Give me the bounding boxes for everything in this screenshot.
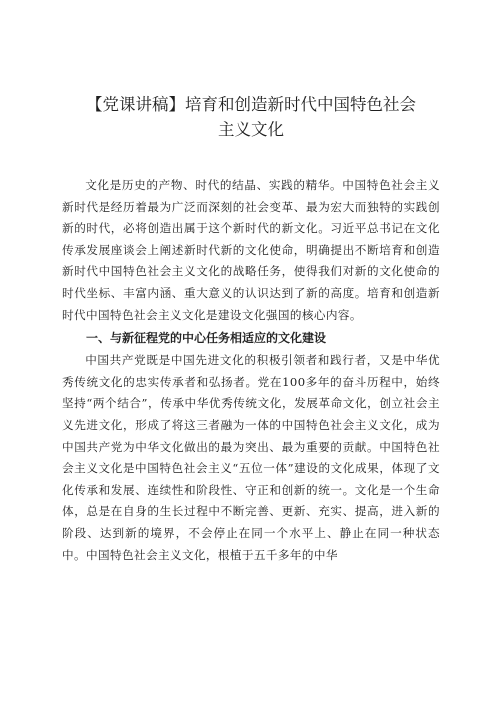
document-body [62, 175, 440, 566]
paragraph-intro: 文化是历史的产物、时代的结晶、实践的精华。中国特色社会主义新时代是经历着最为广泛而深刻的社会变革、最为宏大而独特的实践创新的时代，必将创造出属于这个新时代的新文化。习近平总书记在文化传承发展座谈会上阐述新时代新的文化使命，明确提出不断培育和创造新时代中国特色社会主义文化的战略任务，使得我们对新的文化使命的时代坐标、丰富内涵、重大意义的认识达到了新的高度。培育和创造新时代中国特色社会主义文化是建设文化强国的核心内容。 [62, 178, 440, 322]
title-line-2: 主义文化 [218, 120, 284, 139]
document-title [62, 0, 440, 142]
paragraph-section-1: 中国共产党既是中国先进文化的积极引领者和践行者，又是中华优秀传统文化的忠实传承者和弘扬者。党在100多年的奋斗历程中，始终坚持“两个结合”，传承中华优秀传统文化，发展革命文化，创立社会主义先进文化，形成了将这三者融为一体的中国特色社会主义文化，成为中国共产党为中华文化做出的最为突出、最为重要的贡献。中国特色社会主义文化是中国特色社会主义“五位一体”建设的文化成果，体现了文化传承和发展、连续性和阶段性、守正和创新的统一。文化是一个生命体，总是在自身的生长过程中不断完善、更新、充实、提高，进入新的阶段、达到新的境界，不会停止在同一个水平上、静止在同一种状态中。中国特色社会主义文化，根植于五千多年的中华 [62, 353, 440, 562]
title-line-1: 【党课讲稿】培育和创造新时代中国特色社会 [86, 95, 416, 114]
section-heading-1: 一、与新征程党的中心任务相适应的文化建设 [86, 331, 327, 346]
